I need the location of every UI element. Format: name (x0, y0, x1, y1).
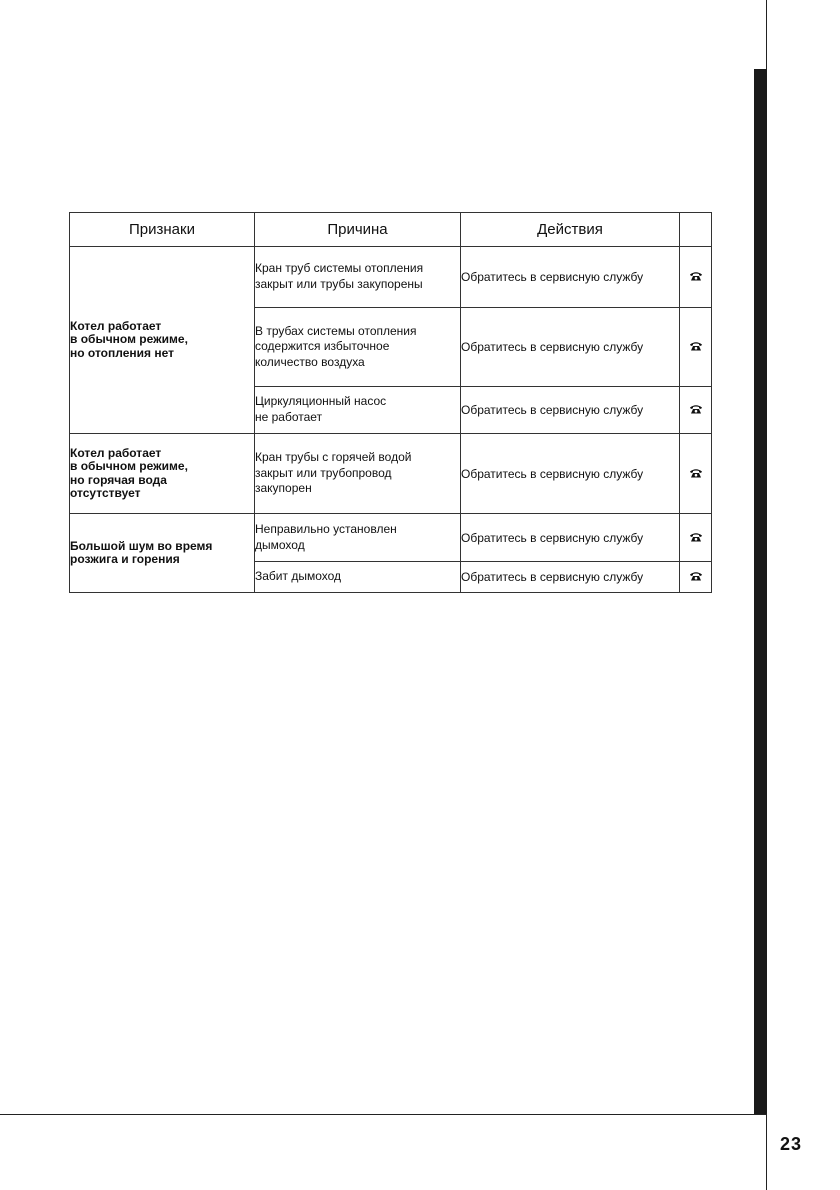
symptom-cell: Большой шум во время розжига и горения (70, 514, 255, 593)
phone-icon (689, 271, 703, 281)
phone-icon (689, 468, 703, 478)
action-cell: Обратитесь в сервисную службу (461, 308, 680, 387)
symptom-cell: Котел работает в обычном режиме, но отопления нет (70, 247, 255, 434)
symptom-cell: Котел работает в обычном режиме, но горячая вода отсутствует (70, 434, 255, 514)
phone-icon (689, 532, 703, 542)
cause-cell: Кран труб системы отопления закрыт или трубы закупорены (255, 247, 461, 308)
table-row (70, 514, 712, 562)
table-header-row (70, 213, 712, 247)
phone-cell (680, 562, 712, 593)
table-row (70, 434, 712, 514)
phone-cell (680, 434, 712, 514)
phone-cell (680, 247, 712, 308)
phone-cell (680, 308, 712, 387)
header-icon-col (680, 213, 712, 247)
bottom-rule (0, 1114, 767, 1115)
action-cell: Обратитесь в сервисную службу (461, 514, 680, 562)
cause-cell: Неправильно установлен дымоход (255, 514, 461, 562)
troubleshooting-table (69, 212, 712, 593)
phone-icon (689, 341, 703, 351)
header-cause: Причина (255, 213, 461, 247)
cause-cell: Циркуляционный насос не работает (255, 387, 461, 434)
cause-cell: Кран трубы с горячей водой закрыт или трубопровод закупорен (255, 434, 461, 514)
page-number: 23 (780, 1134, 803, 1154)
header-symptoms: Признаки (70, 213, 255, 247)
action-cell: Обратитесь в сервисную службу (461, 247, 680, 308)
cause-cell: В трубах системы отопления содержится избыточное количество воздуха (255, 308, 461, 387)
side-bar (754, 69, 767, 1115)
table-row (70, 247, 712, 308)
phone-cell (680, 514, 712, 562)
action-cell: Обратитесь в сервисную службу (461, 387, 680, 434)
header-actions: Действия (461, 213, 680, 247)
phone-icon (689, 571, 703, 581)
action-cell: Обратитесь в сервисную службу (461, 434, 680, 514)
phone-cell (680, 387, 712, 434)
phone-icon (689, 404, 703, 414)
cause-cell: Забит дымоход (255, 562, 461, 593)
action-cell: Обратитесь в сервисную службу (461, 562, 680, 593)
